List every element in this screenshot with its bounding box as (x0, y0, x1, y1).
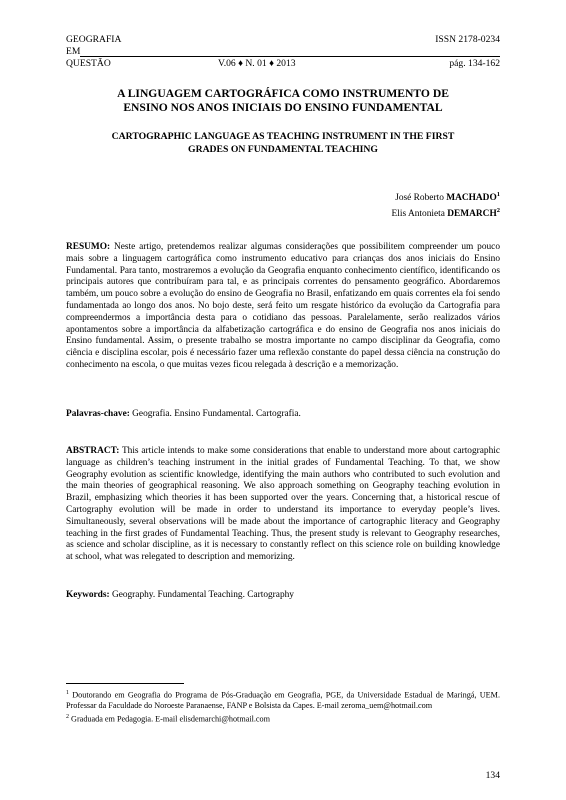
footnote-1 (66, 688, 500, 712)
keywords-label: Keywords: (66, 590, 110, 600)
footnote-2-text: Graduada em Pedagogia. E-mail elisdemarchi@hotmail.com (69, 714, 271, 724)
keywords-text: Geography. Fundamental Teaching. Cartography (109, 590, 294, 600)
issn: ISSN 2178-0234 (435, 34, 500, 45)
author-1-footnote-mark[interactable]: 1 (496, 191, 500, 198)
author-1-surname: MACHADO (446, 193, 497, 204)
article-title-pt (66, 87, 500, 115)
title-pt-line-2: ENSINO NOS ANOS INICIAIS DO ENSINO FUNDAMENTAL (123, 101, 443, 114)
keywords (66, 590, 500, 602)
palavras-chave-label: Palavras-chave: (66, 409, 130, 419)
resumo-paragraph (66, 242, 500, 372)
journal-name-line3: QUESTÃO (66, 58, 111, 69)
palavras-chave-text: Geografia. Ensino Fundamental. Cartografia. (129, 409, 301, 419)
running-header (66, 34, 500, 70)
article-title-en (66, 130, 500, 156)
header-rule (80, 56, 500, 57)
footnote-rule (66, 683, 184, 684)
abstract-label: ABSTRACT: (66, 446, 120, 456)
title-en-line-1: CARTOGRAPHIC LANGUAGE AS TEACHING INSTRUMENT IN THE FIRST (111, 131, 455, 142)
abstract-text: This article intends to make some considerations that enable to understand more about cartographic language as children’s teaching instrument in the initial grades of Fundamental Teaching. To that, we show Geography evolution as scientific knowledge, identifying the main authors who contributed to such evolution and the main theories of geographical reasoning. We also approach something on Geography teaching evolution in Brazil, emphasizing which theories it has been supported over the years. Concerning that, a historical rescue of Cartography evolution will be made in order to understand its importance to everyday people’s lives. Simultaneously, several observations will be made about the importance of cartographic literacy and Geography teaching in the first grades of Fundamental Teaching. Thus, the present study is relevant to Geography researches, as science and scholar discipline, as it is necessary to constantly reflect on this science role on building knowledge at school, what was relegated to description and memorizing. (66, 446, 500, 563)
footnote-2 (66, 712, 500, 725)
author-2-footnote-mark[interactable]: 2 (496, 206, 500, 214)
abstract-paragraph (66, 446, 500, 564)
page-range: pág. 134-162 (449, 58, 500, 69)
resumo-text: Neste artigo, pretendemos realizar algumas considerações que possibilitem compreender um pouco mais sobre a linguagem cartográfica como instrumento educativo para crianças dos anos iniciais do Ensino Fundamental. Para tanto, mostraremos a evolução da Geografia enquanto conhecimento científico, identificando os principais autores que contribuíram para tal, e as principais correntes do pensamento geográfico. Abordaremos também, um pouco sobre a evolução do ensino de Geografia no Brasil, enfatizando em quais correntes ela foi sendo fundamentada ao longo dos anos. No bojo deste, será feito um resgate histórico da evolução da Cartografia para compreendermos a importância desta para o cotidiano das pessoas. Paralelamente, serão realizados vários apontamentos sobre a importância da alfabetização cartográfica e do ensino de Geografia nos anos iniciais do Ensino fundamental. Assim, o presente trabalho se mostra importante no campo disciplinar da Geografia, como ciência e disciplina escolar, pois é necessário fazer uma reflexão constante do papel dessa ciência na construção do conhecimento na escola, o que muitas vezes ficou relegada à descrição e a memorização. (66, 242, 500, 370)
palavras-chave (66, 409, 500, 421)
page-number: 134 (485, 770, 500, 781)
footnote-2-mark: 2 (66, 713, 69, 720)
footnote-1-text: Doutorando em Geografia do Programa de Pós-Graduação em Geografia, PGE, da Universidade Estadual de Maringá, UEM. Professar da Faculdade do Noroeste Paranaense, FANP e Bolsista da Capes. E-mail zeroma_uem@hotmail.com (66, 690, 500, 711)
author-list (392, 189, 500, 220)
author-2: Elis Antonieta DEMARCH$^2$ (391, 206, 500, 219)
author-2-surname: DEMARCH (447, 208, 497, 219)
footnote-1-mark: 1 (66, 690, 69, 696)
title-en-line-2: GRADES ON FUNDAMENTAL TEACHING (188, 144, 378, 155)
journal-name-line1: GEOGRAFIA (66, 34, 122, 45)
resumo-label: RESUMO: (66, 242, 111, 252)
title-pt-line-1: A LINGUAGEM CARTOGRÁFICA COMO INSTRUMENTO DE (117, 87, 449, 100)
volume-info: V.06 ♦ N. 01 ♦ 2013 (218, 58, 296, 69)
footnotes (66, 688, 500, 725)
journal-name-line2: EM (66, 46, 81, 57)
author-1: José Roberto MACHADO$^1$ (395, 191, 500, 204)
